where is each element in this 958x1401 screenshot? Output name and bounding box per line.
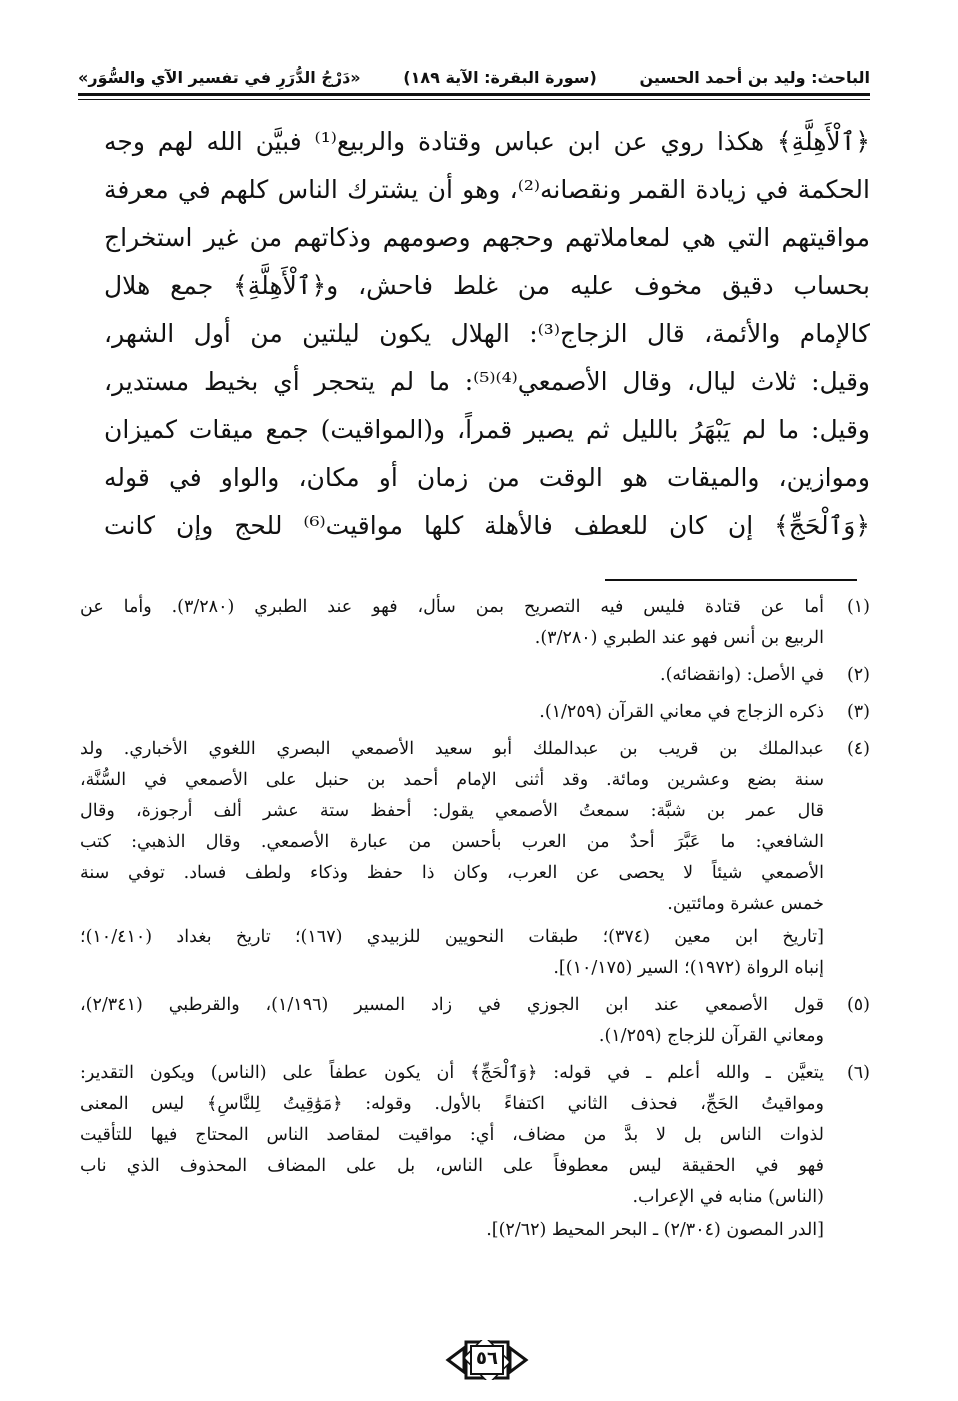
footnote-6 <box>80 1058 870 1246</box>
footnote-line: خمس عشرة ومائتين. <box>667 894 824 914</box>
footnote-5 <box>80 990 870 1052</box>
footnote-number: (٣) <box>846 702 870 722</box>
footnote-line: الأصمعي شيئاً لا يحصى عن العرب، وكان ذا حفظ وذكاء ولطف فساد. توفي سنة <box>80 863 824 883</box>
text-line: ﴿وَٱلْحَجِّ﴾ إن كان للعطف فالأهلة كلها مواقيت⁽⁶⁾ للحج وإن كانت <box>104 511 870 540</box>
footnote-number: (٦) <box>846 1063 870 1083</box>
footnote-references <box>80 1215 824 1246</box>
text-line: بحساب دقيق مخوف عليه من غلط فاحش، و﴿ٱلْأَهِلَّةِ﴾ جمع هلال <box>104 271 870 300</box>
page-number-ornament <box>444 1340 530 1380</box>
footnote-number: (٤) <box>846 739 870 759</box>
footnote-line: الربيع بن أنس فهو عند الطبري (٣/٢٨٠). <box>534 628 824 648</box>
footnote-ref-line: [تاريخ ابن معين (٣٧٤)؛ طبقات النحويين للزبيدي (١٦٧)؛ تاريخ بغداد (١٠/٤١٠)؛ <box>80 927 824 947</box>
footnote-1 <box>80 592 870 654</box>
footnote-line: الشافعي: ما عَبَّرَ أحدٌ من العرب بأحسن من عبارة الأصمعي. وقال الذهبي: كتب <box>80 832 824 852</box>
text-line: وموازين، والميقات هو الوقت من زمان أو مكان، والواو في قوله <box>104 463 870 492</box>
footnote-ref-line: [الدر المصون (٢/٣٠٤) ـ البحر المحيط (٢/٦٢)]. <box>486 1220 824 1240</box>
text-line: كالإمام والأئمة، قال الزجاج⁽³⁾: الهلال يكون ليلتين من أول الشهر، <box>104 319 870 348</box>
page-number: ٥٦ <box>476 1348 498 1369</box>
footnote-ref-line: إنباه الرواة (١٩٧٢)؛ السير (١٠/١٧٥)]. <box>553 958 824 978</box>
text-line: وقيل: ثلاث ليال، وقال الأصمعي⁽⁴⁾⁽⁵⁾: ما لم يتحجر أي بخيط مستدير، <box>104 367 870 396</box>
footnote-line: أما عن قتادة فليس فيه التصريح بمن سأل، فهو عند الطبري (٣/٢٨٠). وأما عن <box>80 597 824 617</box>
text-line: وقيل: ما لم يَبْهَرُ بالليل ثم يصير قمراً، و(المواقيت) جمع ميقات كميزان <box>104 415 870 444</box>
footnote-line: ومواقيتُ الحَجِّ، فحذف الثاني اكتفاءً بالأول. وقوله: ﴿مَوَٰقِيتُ لِلنَّاسِ﴾ ليس المعنى <box>80 1094 824 1114</box>
header-author: الباحث: وليد بن أحمد الحسين <box>639 67 870 87</box>
footnote-number: (١) <box>846 597 870 617</box>
header-rule-thin <box>78 99 870 100</box>
text-line: مواقيتهم التي هي لمعاملاتهم وحجهم وصومهم وذكاتهم من غير استخراج <box>104 223 870 252</box>
text-line: الحكمة في زيادة القمر ونقصانه⁽²⁾، وهو أن يشترك الناس كلهم في معرفة <box>104 175 870 204</box>
footnote-line: ومعاني القرآن للزجاج (١/٢٥٩). <box>598 1026 824 1046</box>
footnotes <box>80 592 870 1252</box>
footnote-line: عبدالملك بن قريب بن عبدالملك أبو سعيد الأصمعي البصري اللغوي الأخباري. ولد <box>80 739 824 759</box>
footnote-4 <box>80 734 870 984</box>
footnote-line: سنة بضع وعشرين ومائة. وقد أثنى الإمام أحمد بن حنبل على الأصمعي في السُّنَّة، <box>80 770 824 790</box>
main-text <box>104 118 870 550</box>
header-book-title: «دَرْجُ الدُّرَرِ في تفسير الآي والسُّوَر» <box>78 67 361 87</box>
footnote-references <box>80 922 824 984</box>
footnote-separator <box>605 579 857 581</box>
running-header <box>78 62 870 92</box>
footnote-line: لذوات الناس بل لا بدَّ من مضاف، أي: مواقيت لمقاصد الناس المحتاج فيها للتأقيت <box>80 1125 824 1145</box>
footnote-2 <box>80 660 870 691</box>
footnote-line: يتعيَّن ـ والله أعلم ـ في قوله: ﴿وَٱلْحَجِّ﴾ أن يكون عطفاً على (الناس) ويكون التقدير: <box>80 1063 824 1083</box>
footnote-line: قول الأصمعي عند ابن الجوزي في زاد المسير (١/١٩٦)، والقرطبي (٢/٣٤١)، <box>80 995 824 1015</box>
footnote-line: ذكره الزجاج في معاني القرآن (١/٢٥٩). <box>539 702 824 722</box>
header-section: (سورة البقرة: الآية ١٨٩) <box>403 67 597 87</box>
footnote-line: فهو في الحقيقة ليس معطوفاً على الناس، بل على المضاف المحذوف الذي ناب <box>80 1156 824 1176</box>
footnote-number: (٢) <box>846 665 870 685</box>
footnote-line: في الأصل: (وانقضائه). <box>660 665 824 685</box>
footnote-number: (٥) <box>846 995 870 1015</box>
footnote-line: (الناس) منابه في الإعراب. <box>632 1187 824 1207</box>
header-rule <box>78 93 870 96</box>
footnote-line: قال عمر بن شبَّة: سمعتُ الأصمعي يقول: أحفظ ستة عشر ألف أرجوزة، وقال <box>80 801 824 821</box>
text-line: ﴿ٱلْأَهِلَّةِ﴾ هكذا روي عن ابن عباس وقتادة والربيع⁽¹⁾ فبيَّن الله لهم وجه <box>104 127 870 156</box>
footnote-3 <box>80 697 870 728</box>
